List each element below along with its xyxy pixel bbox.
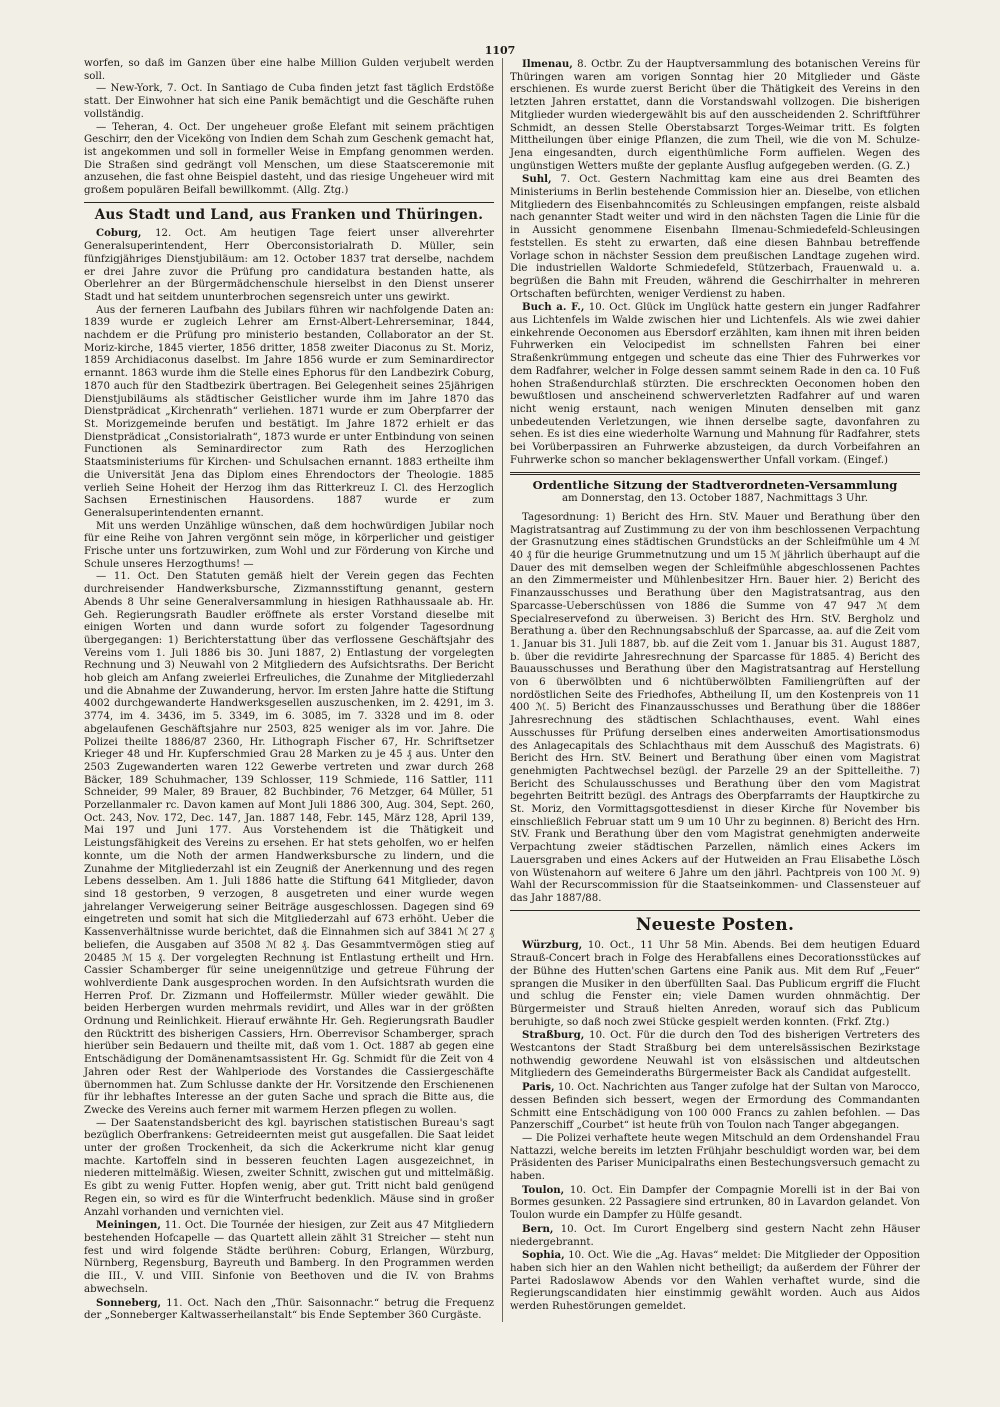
article-paragraph: — Der Saatenstandsbericht des kgl. bayrischen statistischen Bureau's sagt bezüglich Oberfrankens: Getreideernten meist gut ausgefallen. Die Saat leidet unter der großen Trockenheit, da sich die Ackerkrume nicht klar genug machte. Kartoffeln sind in besseren feuchten Lagen ausgezeichnet, in niederen mittelmäßig. Wiesen, zweiter Schnitt, zwischen gut und mittelmäßig. Es gibt zu wenig Futter. Hopfen wenig, aber gut. Tritt nicht bald genügend Regen ein, so wird es für die Winterfrucht bedenklich. Mäuse sind in großer Anzahl vorhanden und vernichten viel. [84, 1117, 494, 1218]
article-paragraph [84, 227, 494, 304]
right-column [510, 58, 920, 1314]
article-paragraph: worfen, so daß im Ganzen über eine halbe Million Gulden verjubelt werden soll. [84, 58, 494, 82]
dateline-place: Sonneberg, [96, 1296, 162, 1309]
dateline-place: Ilmenau, [522, 58, 573, 70]
article-paragraph [510, 939, 920, 1029]
article-paragraph [510, 1223, 920, 1249]
section-rule [510, 472, 920, 475]
dateline-text: 10. Oct. Für die durch den Tod des bisherigen Vertreters des Westcantons der Stadt Straßburg bei dem unterelsässischen Bezirkstage nothwendig gewordene Neuwahl ist von elsässischen und altdeutschen Mitgliedern des Gemeinderaths Bürgermeister Back als Candidat aufgestellt. [510, 1030, 920, 1080]
dateline-text: 10. Oct. Wie die „Ag. Havas“ meldet: Die Mitglieder der Opposition haben sich hier an den Wahlen nicht betheiligt; da außerdem der Führer der Partei Radoslawow Abends vor den Wahlen verhaftet wurde, sind die Regierungscandidaten hier einstimmig gewählt worden. Auch aus Aidos werden Ruhestörungen gemeldet. [510, 1250, 920, 1313]
dateline-place: Straßburg, [522, 1029, 585, 1042]
column-divider [502, 58, 503, 1322]
section-rule [510, 910, 920, 911]
dateline-text: 10. Oct., 11 Uhr 58 Min. Abends. Bei dem heutigen Eduard Strauß-Concert brach in Folge des Herabfallens eines Decorationsstückes auf der Bühne des Hutten'schen Gartens eine Panik aus. Mit dem Ruf „Feuer“ sprangen die Musiker in den überfüllten Saal. Das Publicum ergriff die Flucht und schlug die Fenster ein; viele Damen wurden ohnmächtig. Der Bürgermeister und Strauß hielten Anreden, worauf sich das Publicum beruhigte, so daß noch zwei Stücke gespielt werden konnten. (Frkf. Ztg.) [510, 940, 920, 1028]
dateline-text: 11. Oct. Nach den „Thür. Saisonnachr.“ betrug die Frequenz der „Sonneberger Kaltwasserheilanstalt“ bis Ende September 360 Curgäste. [84, 1297, 494, 1322]
dateline-place: Meiningen, [96, 1219, 161, 1232]
article-paragraph: — Teheran, 4. Oct. Der ungeheuer große Elefant mit seinem prächtigen Geschirr, den der Viceköng von Indien dem Schah zum Geschenk gemacht hat, ist angekommen und soll in formeller Weise in Empfang genommen werden. Die Straßen sind gedrängt voll Menschen, um diese Staatsceremonie mit anzusehen, die fast ohne Beispiel dasteht, und das riesige Ungeheuer wird mit großem populären Beifall bewillkommt. (Allg. Ztg.) [84, 121, 494, 197]
article-paragraph [510, 1029, 920, 1081]
section-rule [84, 202, 494, 203]
page-number: 1107 [484, 44, 516, 57]
meeting-agenda: Tagesordnung: 1) Bericht des Hrn. StV. Mauer und Berathung über den Magistratsantrag auf Zustimmung zu der von ihm beschlossenen Verpachtung der Grasnutzung eines städtischen Grundstücks an der Schleifmühle um 4 ℳ 40 ₰ für die heurige Grummetnutzung und um 15 ℳ jährlich überhaupt auf die Dauer des mit demselben wegen der Schleifmühle abgeschlossenen Pachtes an den Zimmermeister und Mühlenbesitzer Hrn. Bauer hier. 2) Bericht des Finanzausschusses und Berathung über den Magistratsantrag, aus den Sparcasse-Ueberschüssen von 1886 die Summe von 47 947 ℳ dem Specialreservefond zu überweisen. 3) Bericht des Hrn. StV. Bergholz und Berathung a. über den Rechnungsabschluß der Sparcasse, aa. auf die Zeit vom 1. Januar bis 31. Juli 1887, bb. auf die Zeit vom 1. Januar bis 31. August 1887, b. über die revidirte Jahresrechnung der Sparcasse für 1885. 4) Bericht des Bauausschusses und Berathung über den Magistratsantrag auf Herstellung von 6 überwölbten und 6 nichtüberwölbten Familiengrüften auf der nordöstlichen Seite des Friedhofes, Abtheilung II, um den Kostenpreis von 11 400 ℳ. 5) Bericht des Finanzausschusses und Berathung über die 1886er Jahresrechnung des städtischen Schlachthauses, event. Wahl eines Ausschusses für Prüfung derselben eines anderweiten Amortisationsmodus des Anlagecapitals des Schlachthaus mit dem Ausschuß des Magistrats. 6) Bericht des Hrn. StV. Beinert und Berathung über einen vom Magistrat genehmigten Pachtwechsel bezügl. der Parzelle 29 an der Spittelleithe. 7) Bericht des Schulausschusses und Berathung über den vom Magistrat begehrten Beitritt bezügl. des Antrags des Oberpfarramts der Hauptkirche zu St. Moriz, den Vormittagsgottesdienst in dieser Kirche für November bis einschließlich Februar statt um 9 um 10 Uhr zu beginnen. 8) Bericht des Hrn. StV. Frank und Berathung über den vom Magistrat genehmigten anderweite Verpachtung zweier städtischen Parzellen, nämlich eines Ackers im Lauersgraben und eines Ackers auf der Hutweiden an Frau Elisabethe Lösch von Wüstenahorn auf weitere 6 Jahre um den jährl. Pachtpreis von 100 ℳ. 9) Wahl der Recurscommission für die Staatseinkommen- und Classensteuer auf das Jahr 1887/88. [510, 511, 920, 904]
article-paragraph [510, 173, 920, 301]
section-heading: Aus Stadt und Land, aus Franken und Thüringen. [94, 206, 484, 223]
dateline-text: 10. Oct. Im Curort Engelberg sind gestern Nacht zehn Häuser niedergebrannt. [510, 1223, 920, 1248]
article-paragraph [510, 58, 920, 173]
dateline-place: Bern, [522, 1222, 554, 1235]
dateline-text: 10. Oct. Nachrichten aus Tanger zufolge hat der Sultan von Marocco, dessen Befinden sich bessert, wegen der Ermordung des Commandanten Schmitt eine Entschädigung von 100 000 Francs zu zahlen befohlen. — Das Panzerschiff „Courbet“ ist heute früh von Toulon nach Tanger abgegangen. [510, 1082, 920, 1132]
meeting-date: am Donnerstag, den 13. October 1887, Nachmittags 3 Uhr. [561, 493, 869, 505]
dateline-text: 8. Octbr. Zu der Hauptversammlung des botanischen Vereins für Thüringen waren am vorigen Sonntag hier 20 Mitglieder und Gäste erschienen. Es wurde zuerst Bericht über die Thätigkeit des Vereins in den letzten Jahren erstattet, dann die Vorstandswahl vollzogen. Die bisherigen Mitglieder wurden wiedergewählt bis auf den ausscheidenden 2. Schriftführer Schmidt, an dessen Stelle Oberstabsarzt Torges-Weimar tritt. Es folgten Mittheilungen über einige Pflanzen, die zum Theil, wie die von M. Schulze-Jena eingesandten, durch eigenthümliche Form auffielen. Wegen des ungünstigen Wetters mußte der geplante Ausflug aufgegeben werden. (G. Z.) [510, 59, 920, 172]
article-paragraph: Aus der ferneren Laufbahn des Jubilars führen wir nachfolgende Daten an: 1839 wurde er zugleich Lehrer am Ernst-Albert-Lehrerseminar, 1844, nachdem er die Prüfung pro ministerio bestanden, Collaborator an der St. Moriz-kirche, 1845 vierter, 1856 dritter, 1858 zweiter Diaconus zu St. Moriz, 1859 Archidiaconus daselbst. Im Jahre 1856 wurde er zum Seminardirector ernannt. 1863 wurde ihm die Stelle eines Ephorus für den Landbezirk Coburg, 1870 auch für den Stadtbezirk übertragen. Bei Gelegenheit seines 25jährigen Dienstjubiläums als städtischer Geistlicher wurde ihm im Jahre 1870 das Dienstprädicat „Kirchenrath“ verliehen. 1871 wurde er zum Oberpfarrer der St. Morizgemeinde berufen und bestätigt. Im Jahre 1872 erhielt er das Dienstprädicat „Consistorialrath“, 1873 wurde er unter Entbindung von seinen Functionen als Seminardirector zum Rath des Herzoglichen Staatsministeriums für Kirchen- und Schulsachen ernannt. 1883 ertheilte ihm die Universität Jena das Diplom eines Ehrendoctors der Theologie. 1885 verlieh Seine Hoheit der Herzog ihm das Ritterkreuz I. Cl. des Herzoglich Sachsen Ernestinischen Hausordens. 1887 wurde er zum Generalsuperintendenten ernannt. [84, 304, 494, 519]
article-paragraph [510, 1249, 920, 1314]
dateline-place: Paris, [522, 1081, 555, 1094]
dateline-text: 11. Oct. Die Tournée der hiesigen, zur Zeit aus 47 Mitgliedern bestehenden Hofcapelle — das Quartett allein zählt 31 Streicher — steht nun fest und wird folgende Städte berühren: Coburg, Erlangen, Würzburg, Nürnberg, Regensburg, Bayreuth und Bamberg. In den Programmen werden die III., V. und VIII. Sinfonie von Beethoven und die IV. von Brahms abwechseln. [84, 1220, 494, 1295]
dateline-place: Sophia, [522, 1249, 565, 1262]
dateline-text: 10. Oct. Glück im Unglück hatte gestern ein junger Radfahrer aus Lichtenfels im Walde zwischen hier und Lichtenfels. Als wie zwei dahier einkehrende Oeconomen aus Ebersdorf erzählten, kam ihnen mit ihren beiden Fuhrwerken ein Velocipedist im schnellsten Fahren bei einer Straßenkrümmung entgegen und scheute das eine Thier des Fuhrwerkes vor dem Radfahrer, welcher in Folge dessen sammt seinem Rade in den ca. 10 Fuß hohen Straßendurchlaß stürzten. Die erschreckten Oeconomen hoben den bewußtlosen und anscheinend schwerverletzten Radfahrer auf und waren nicht wenig erstaunt, nach wenigen Minuten denselben mit ganz unbedeutenden Verletzungen, wie ihnen derselbe sagte, davonfahren zu sehen. Es ist dies eine wiederholte Warnung und Mahnung für Radfahrer, stets bei Vorüberpassiren an Fuhrwerke abzusteigen, da durch Vorbeifahren an Fuhrwerke schon so mancher beklagenswerther Unfall vorkam. (Eingef.) [510, 302, 920, 466]
dateline-place: Würzburg, [522, 939, 583, 952]
dateline-text: 7. Oct. Gestern Nachmittag kam eine aus drei Beamten des Ministeriums in Berlin bestehende Commission hier an. Dieselbe, von etlichen Mitgliedern des Eisenbahncomités zu Schleusingen empfangen, reiste alsbald nach genannter Stadt weiter und wird in den nächsten Tagen die Linie für die in Aussicht genommene Eisenbahn Ilmenau-Schmiedefeld-Schleusingen feststellen. Es steht zu erwarten, daß eine diesen Bahnbau betreffende Vorlage schon in nächster Session dem preußischen Landtage zugehen wird. Die industriellen Waldorte Schmiedefeld, Stützerbach, Frauenwald u. a. begrüßen die Bahn mit Freuden, während die Geschirrhalter in mehreren Ortschaften befürchten, weniger Verdienst zu haben. [510, 174, 920, 300]
article-paragraph: — Die Polizei verhaftete heute wegen Mitschuld an dem Ordenshandel Frau Nattazzi, welche bereits im letzten Frühjahr beschuldigt worden war, bei dem Präsidenten des Pariser Municipalraths einen Bestechungsversuch gemacht zu haben. [510, 1132, 920, 1183]
article-paragraph [510, 301, 920, 467]
article-paragraph [510, 1081, 920, 1133]
dateline-text: 12. Oct. Am heutigen Tage feiert unser allverehrter Generalsuperintendent, Herr Oberconsistorialrath D. Müller, sein fünfzigjähriges Dienstjubiläum: am 12. October 1837 trat derselbe, nachdem er drei Jahre zuvor die Prüfung pro candidatura bestanden hatte, als Oberlehrer an der Bürgermädchenschule hierselbst in den Dienst unserer Stadt und hat seitdem ununterbrochen segensreich unter uns gewirkt. [84, 228, 494, 303]
article-paragraph [84, 1297, 494, 1323]
article-paragraph: — 11. Oct. Den Statuten gemäß hielt der Verein gegen das Fechten durchreisender Handwerksbursche, Zizmannsstiftung genannt, gestern Abends 8 Uhr seine Generalversammlung in hiesigen Rathhaussaale ab. Hr. Geh. Regierungsrath Baudler eröffnete als erster Vorstand dieselbe mit einigen Worten und dann wurde sofort zu folgender Tagesordnung übergegangen: 1) Berichterstattung über das verflossene Geschäftsjahr des Vereins vom 1. Juli 1886 bis 30. Juni 1887, 2) Entlastung der vorgelegten Rechnung und 3) Neuwahl von 2 Mitgliedern des Aufsichtsraths. Der Bericht hob gleich am Anfang zweierlei Erfreuliches, die Zunahme der Mitgliederzahl und die Abnahme der Zuwanderung, hervor. Im ersten Jahre hatte die Stiftung 4002 durchgewanderte Handwerksgesellen auszuschenken, im 2. 4291, im 3. 3774, im 4. 3436, im 5. 3349, im 6. 3085, im 7. 3328 und im 8. oder abgelaufenen Geschäftsjahre nur 2503, 825 weniger als im vor. Jahre. Die Polizei theilte 1886/87 2360, Hr. Lithograph Fischer 67, Hr. Schriftsetzer Krieger 48 und Hr. Kupferschmied Grau 28 Marken zu je 45 ₰ aus. Unter den 2503 Zugewanderten waren 122 Gewerbe vertreten und zwar durch 268 Bäcker, 189 Schuhmacher, 139 Schlosser, 119 Schmiede, 116 Sattler, 111 Schneider, 99 Maler, 89 Brauer, 82 Buchbinder, 76 Metzger, 64 Müller, 51 Porzellanmaler rc. Davon kamen auf Mont Juli 1886 300, Aug. 304, Sept. 260, Oct. 243, Nov. 172, Dec. 147, Jan. 1887 148, Febr. 145, März 128, April 139, Mai 197 und Juni 177. Aus Vorstehendem ist die Thätigkeit und Leistungsfähigkeit des Vereins zu ersehen. Er hat stets geholfen, wo er helfen konnte, um die Noth der armen Handwerksbursche zu lindern, und die Zunahme der Mitgliederzahl ist ein Zeugniß der Anerkennung und des regen Lebens desselben. Am 1. Juli 1886 hatte die Stiftung 641 Mitglieder, davon sind 18 gestorben, 9 verzogen, 8 ausgetreten und einer wurde wegen jahrelanger Verweigerung seiner Beiträge ausgeschlossen. Dagegen sind 69 eingetreten und somit hat sich die Mitgliederzahl auf 673 erhöht. Ueber die Kassenverhältnisse wurde berichtet, daß die Einnahmen sich auf 3841 ℳ 27 ₰ beliefen, die Ausgaben auf 3508 ℳ 82 ₰. Das Gesammtvermögen stieg auf 20485 ℳ 15 ₰. Der vorgelegten Rechnung ist Entlastung ertheilt und Hrn. Cassier Schamberger für seine uneigennützige und getreue Führung der wohlverdiente Dank ausgesprochen worden. In den Aufsichtsrath wurden die Herren Prof. Dr. Zizmann und Hoffeilermstr. Müller wieder gewählt. Die beiden Herbergen wurden mehrmals revidirt, und Alles war in der größten Ordnung und Reinlichkeit. Hierauf erwähnte Hr. Geh. Regierungsrath Baudler den Rücktritt des bisherigen Cassiers, Hrn. Oberrevisor Schamberger, sprach hierüber sein Bedauern und theilte mit, daß vom 1. Oct. 1887 ab gegen eine Entschädigung der Domänenamtsassistent Hr. Gg. Schmidt für die Zeit von 4 Jahren oder Rest der Wahlperiode des Vorstandes die Cassiergeschäfte übernommen hat. Zum Schlusse dankte der Hr. Vorsitzende den Erschienenen für ihr lebhaftes Interesse an der guten Sache und sprach die Bitte aus, die Zwecke des Vereins auch ferner mit warmem Herzen pflegen zu wollen. [84, 571, 494, 1116]
news-heading: Neueste Posten. [635, 914, 795, 935]
article-paragraph: Mit uns werden Unzählige wünschen, daß dem hochwürdigen Jubilar noch für eine Reihe von Jahren vergönnt sein möge, in körperlicher und geistiger Frische unter uns fortzuwirken, zum Wohl und zur Förderung von Kirche und Schule unseres Herzogthums! — [84, 520, 494, 570]
meeting-heading: Ordentliche Sitzung der Stadtverordneten-Versammlung [532, 477, 898, 492]
article-paragraph [510, 1184, 920, 1223]
dateline-place: Buch a. F., [522, 301, 585, 314]
dateline-place: Toulon, [522, 1183, 565, 1196]
left-column [84, 58, 494, 1323]
dateline-text: 10. Oct. Ein Dampfer der Compagnie Morelli ist in der Bai von Bormes gesunken. 22 Passagiere sind ertrunken, 80 in Lavardon gelandet. Von Toulon wurde ein Dampfer zu Hülfe gesandt. [510, 1184, 920, 1222]
dateline-place: Suhl, [522, 173, 552, 186]
article-paragraph [84, 1219, 494, 1296]
article-paragraph: — New-York, 7. Oct. In Santiago de Cuba finden jetzt fast täglich Erdstöße statt. Der Einwohner hat sich eine Panik bemächtigt und die Geschäfte ruhen vollständig. [84, 83, 494, 120]
dateline-place: Coburg, [96, 227, 142, 240]
